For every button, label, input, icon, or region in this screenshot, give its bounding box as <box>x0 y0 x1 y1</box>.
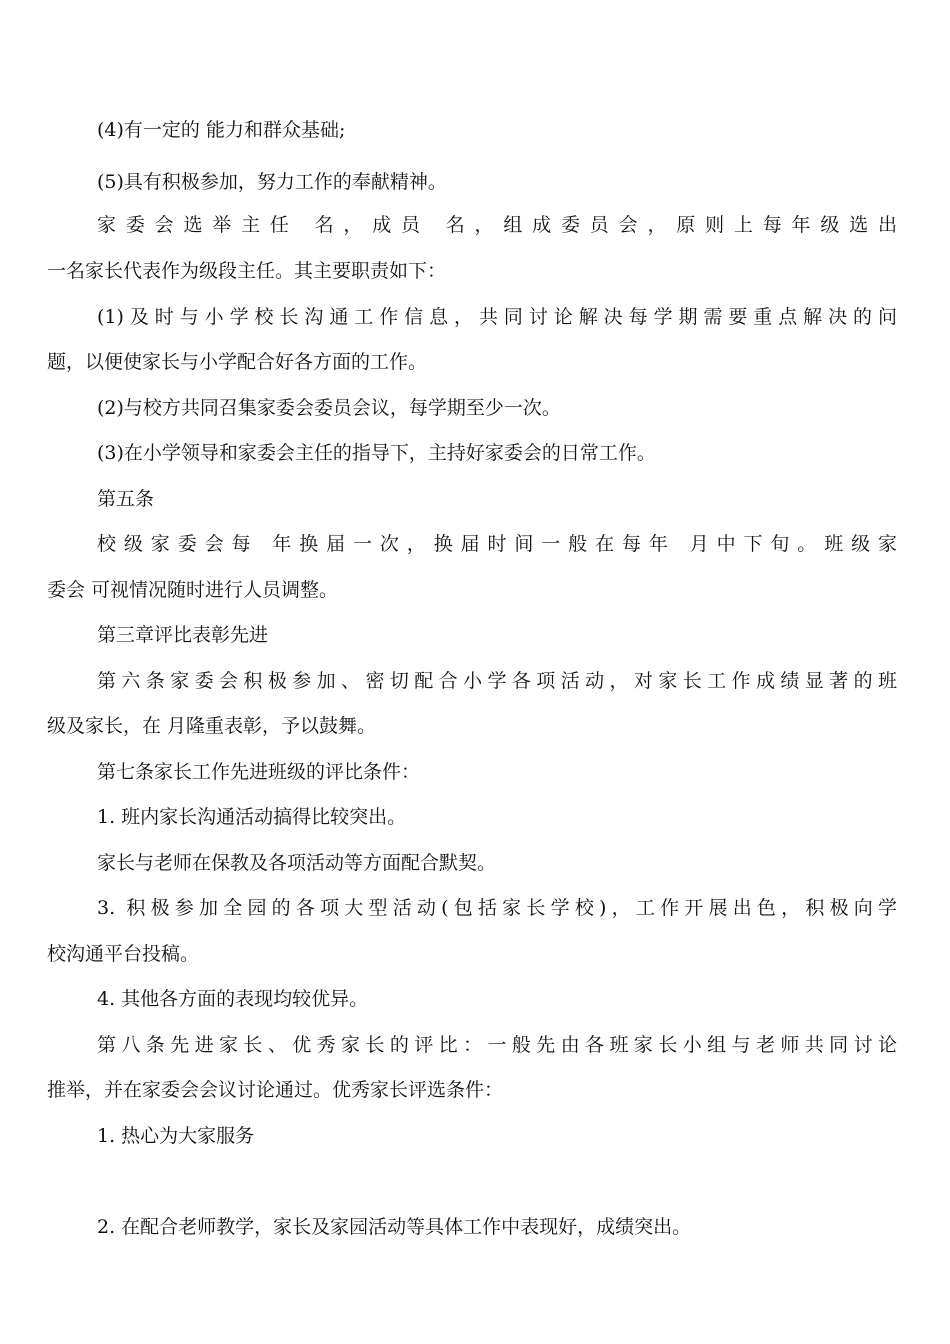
text-line-18: 3. 积极参加全园的各项大型活动(包括家长学校)，工作开展出色，积极向学 <box>97 897 897 919</box>
text-line-2: (5)具有积极参加，努力工作的奉献精神。 <box>97 171 447 193</box>
text-line-17: 家长与老师在保教及各项活动等方面配合默契。 <box>97 852 497 874</box>
text-line-11: 委会 可视情况随时进行人员调整。 <box>47 579 339 601</box>
text-line-5: (1)及时与小学校长沟通工作信息，共同讨论解决每学期需要重点解决的问 <box>97 306 897 328</box>
text-line-7: (2)与校方共同召集家委会委员会议，每学期至少一次。 <box>97 397 561 419</box>
text-line-4: 一名家长代表作为级段主任。其主要职责如下： <box>47 260 447 282</box>
text-line-20: 4. 其他各方面的表现均较优异。 <box>97 988 369 1010</box>
text-line-21: 第八条先进家长、优秀家长的评比：一般先由各班家长小组与老师共同讨论 <box>97 1034 897 1056</box>
text-line-22: 推举，并在家委会会议讨论通过。优秀家长评选条件： <box>47 1079 504 1101</box>
text-line-9: 第五条 <box>97 488 155 510</box>
text-line-12: 第三章评比表彰先进 <box>97 624 269 646</box>
text-line-10: 校级家委会每 年换届一次，换届时间一般在每年 月中下旬。班级家 <box>97 533 897 555</box>
text-line-3: 家委会选举主任 名，成员 名，组成委员会，原则上每年级选出 <box>97 214 897 236</box>
text-line-6: 题，以便使家长与小学配合好各方面的工作。 <box>47 351 428 373</box>
text-line-24: 2. 在配合老师教学，家长及家园活动等具体工作中表现好，成绩突出。 <box>97 1216 692 1238</box>
text-line-8: (3)在小学领导和家委会主任的指导下，主持好家委会的日常工作。 <box>97 442 656 464</box>
text-line-23: 1. 热心为大家服务 <box>97 1125 255 1147</box>
text-line-1: (4)有一定的 能力和群众基础; <box>97 119 346 141</box>
text-line-15: 第七条家长工作先进班级的评比条件： <box>97 761 421 783</box>
text-line-16: 1. 班内家长沟通活动搞得比较突出。 <box>97 806 407 828</box>
text-line-14: 级及家长，在 月隆重表彰，予以鼓舞。 <box>47 715 377 737</box>
text-line-19: 校沟通平台投稿。 <box>47 943 200 965</box>
text-line-13: 第六条家委会积极参加、密切配合小学各项活动，对家长工作成绩显著的班 <box>97 670 897 692</box>
